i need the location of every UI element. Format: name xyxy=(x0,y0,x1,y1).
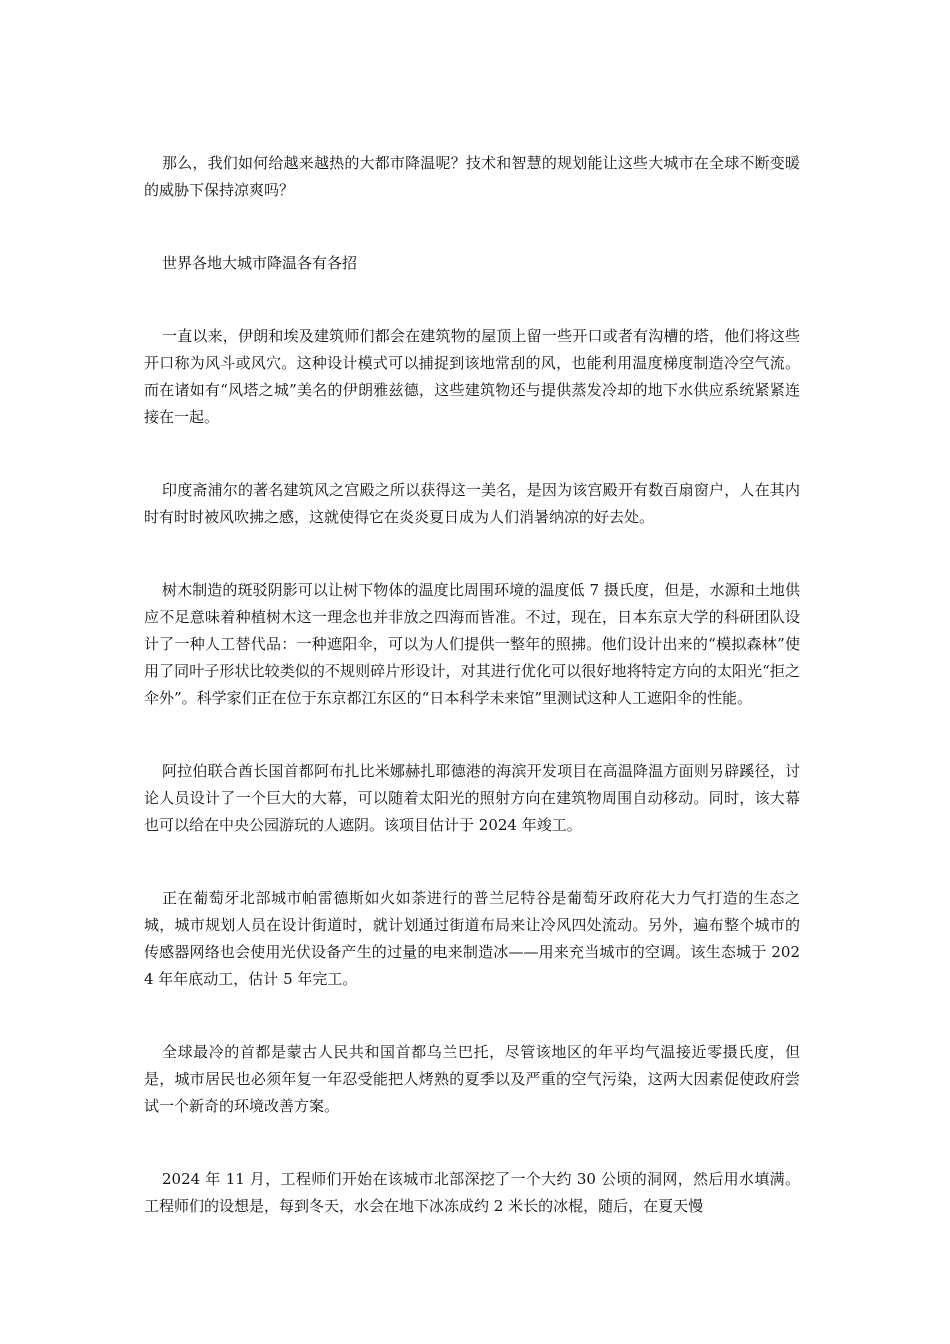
paragraph-abu-dhabi-canopy: 阿拉伯联合酋长国首都阿布扎比米娜赫扎耶德港的海滨开发项目在高温降温方面则另辟蹊径，讨论人员设计了一个巨大的大幕，可以随着太阳光的照射方向在建筑物周围自动移动。同时，该大幕也可以给在中央公园游玩的人遮阴。该项目估计于 2024 年竣工。 xyxy=(144,762,800,834)
paragraph-portugal-eco-city: 正在葡萄牙北部城市帕雷德斯如火如荼进行的普兰尼特谷是葡萄牙政府花大力气打造的生态之城，城市规划人员在设计街道时，就计划通过街道布局来让冷风四处流动。另外，遍布整个城市的传感器网络也会使用光伏设备产生的过量的电来制造冰——用来充当城市的空调。该生态城于 2024 年年底动工，估计 5 年完工。 xyxy=(144,889,800,988)
paragraph-ulaanbaatar-ice-project: 2024 年 11 月，工程师们开始在该城市北部深挖了一个大约 30 公顷的洞网，然后用水填满。工程师们的设想是，每到冬天，水会在地下冰冻成约 2 米长的冰棍，随后，在夏天慢 xyxy=(144,1170,800,1215)
article-body xyxy=(144,150,800,1220)
paragraph-iran-egypt-wind-towers: 一直以来，伊朗和埃及建筑师们都会在建筑物的屋顶上留一些开口或者有沟槽的塔，他们将这些开口称为风斗或风穴。这种设计模式可以捕捉到该地常刮的风，也能利用温度梯度制造冷空气流。而在诸如有“风塔之城”美名的伊朗雅兹德，这些建筑物还与提供蒸发冷却的地下水供应系统紧紧连接在一起。 xyxy=(144,327,800,426)
paragraph-intro-question: 那么，我们如何给越来越热的大都市降温呢？技术和智慧的规划能让这些大城市在全球不断变暖的威胁下保持凉爽吗？ xyxy=(144,154,800,199)
paragraph-tokyo-artificial-forest: 树木制造的斑驳阴影可以让树下物体的温度比周围环境的温度低 7 摄氏度，但是，水源和土地供应不足意味着种植树木这一理念也并非放之四海而皆准。不过，现在，日本东京大学的科研团队设计了一种人工替代品：一种遮阳伞，可以为人们提供一整年的照拂。他们设计出来的“模拟森林”使用了同叶子形状比较类似的不规则碎片形设计，对其进行优化可以很好地将特定方向的太阳光“拒之伞外”。科学家们正在位于东京都江东区的“日本科学未来馆”里测试这种人工遮阳伞的性能。 xyxy=(144,581,800,707)
section-heading: 世界各地大城市降温各有各招 xyxy=(162,254,358,272)
paragraph-jaipur-palace: 印度斋浦尔的著名建筑风之宫殿之所以获得这一美名，是因为该宫殿开有数百扇窗户，人在其内时有时时被风吹拂之感，这就使得它在炎炎夏日成为人们消暑纳凉的好去处。 xyxy=(144,481,800,526)
paragraph-ulaanbaatar-intro: 全球最冷的首都是蒙古人民共和国首都乌兰巴托，尽管该地区的年平均气温接近零摄氏度，但是，城市居民也必须年复一年忍受能把人烤熟的夏季以及严重的空气污染，这两大因素促使政府尝试一个新奇的环境改善方案。 xyxy=(144,1043,800,1115)
